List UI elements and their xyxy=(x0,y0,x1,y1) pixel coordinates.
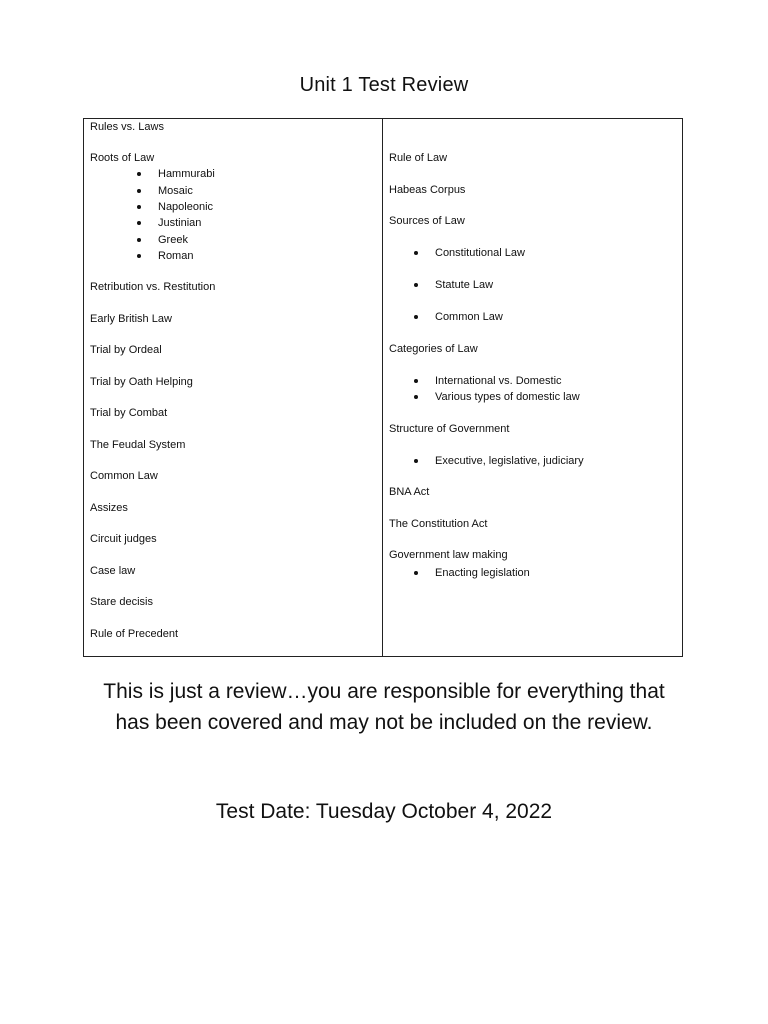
list-item: Roman xyxy=(158,250,194,262)
topic-rule-of-law: Rule of Law xyxy=(389,152,448,164)
topic-bna-act: BNA Act xyxy=(389,486,430,498)
list-item: Constitutional Law xyxy=(435,247,525,259)
list-item: International vs. Domestic xyxy=(435,375,562,387)
topic-government-law-making: Government law making xyxy=(389,549,508,561)
topic-item: Trial by Oath Helping xyxy=(90,376,193,388)
topic-item: Rule of Precedent xyxy=(90,628,179,640)
list-item: Mosaic xyxy=(158,185,193,197)
topic-item: Stare decisis xyxy=(90,596,153,608)
topic-rules-vs-laws: Rules vs. Laws xyxy=(90,121,164,133)
list-item: Napoleonic xyxy=(158,201,214,213)
topic-item: The Feudal System xyxy=(90,439,186,451)
list-item: Various types of domestic law xyxy=(435,391,580,403)
topic-categories-of-law: Categories of Law xyxy=(389,343,478,355)
list-item: Executive, legislative, judiciary xyxy=(435,455,584,467)
topic-item: Trial by Ordeal xyxy=(90,344,162,356)
topic-item: Circuit judges xyxy=(90,533,157,545)
topic-roots-of-law: Roots of Law xyxy=(90,152,155,164)
list-item: Common Law xyxy=(435,311,503,323)
list-item: Enacting legislation xyxy=(435,567,530,579)
list-item: Greek xyxy=(158,234,188,246)
topic-item: Common Law xyxy=(90,470,158,482)
topic-constitution-act: The Constitution Act xyxy=(389,518,488,530)
review-notice: This is just a review…you are responsible for everything that has been covered and may not be included on the review. xyxy=(103,680,665,734)
list-item: Hammurabi xyxy=(158,168,215,180)
topic-item: Retribution vs. Restitution xyxy=(90,281,216,293)
topic-habeas-corpus: Habeas Corpus xyxy=(389,184,466,196)
right-column xyxy=(383,119,682,656)
left-column xyxy=(84,119,383,656)
list-item: Justinian xyxy=(158,217,202,229)
list-item: Statute Law xyxy=(435,279,494,291)
topic-item: Case law xyxy=(90,565,136,577)
topic-item: Assizes xyxy=(90,502,128,514)
topic-sources-of-law: Sources of Law xyxy=(389,215,465,227)
test-date: Test Date: Tuesday October 4, 2022 xyxy=(215,800,553,823)
topic-structure-of-government: Structure of Government xyxy=(389,423,510,435)
review-table xyxy=(83,118,683,657)
topic-item: Trial by Combat xyxy=(90,407,168,419)
topic-item: Early British Law xyxy=(90,313,172,325)
page-title: Unit 1 Test Review xyxy=(299,74,469,96)
